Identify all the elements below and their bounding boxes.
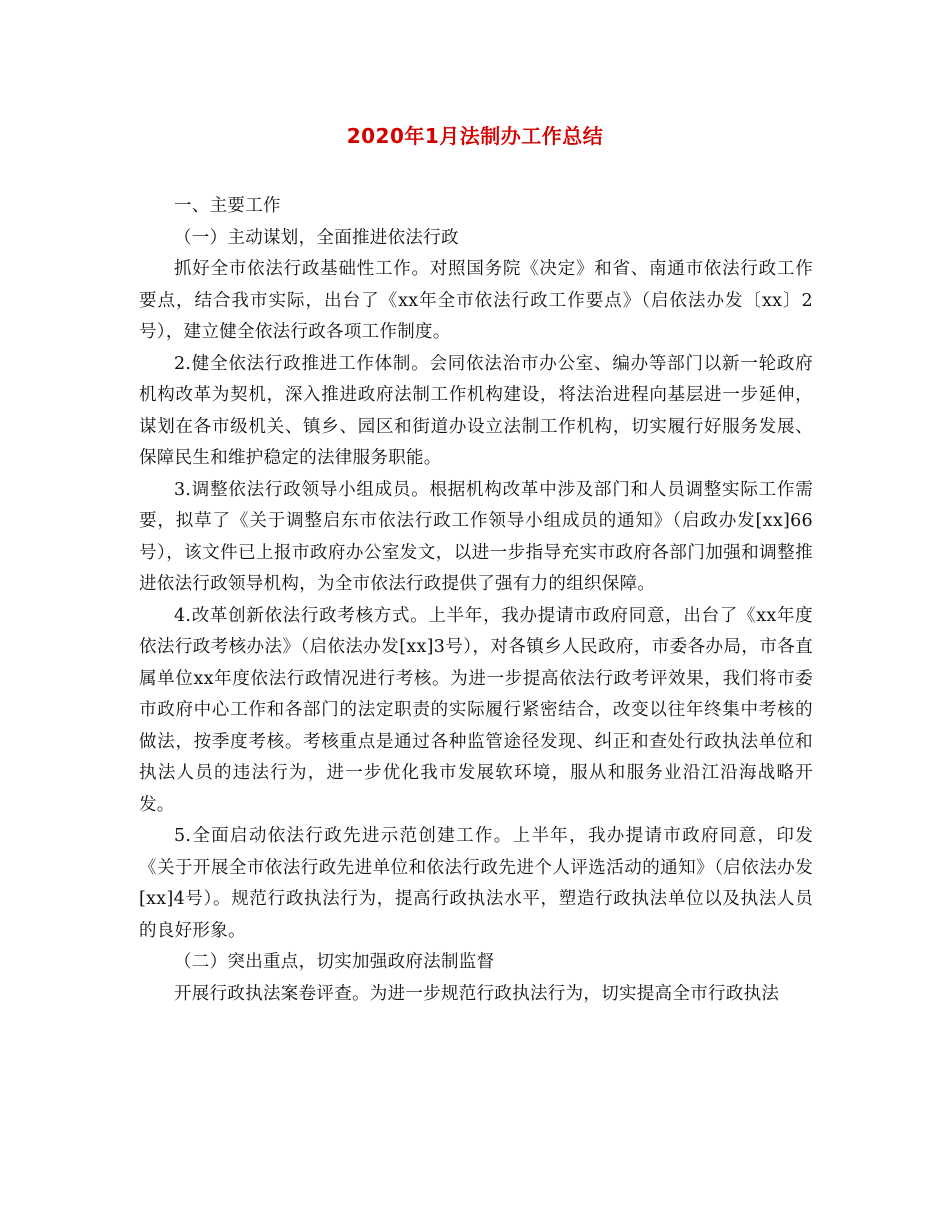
document-title: 2020年1月法制办工作总结: [346, 124, 604, 148]
document-body: [139, 191, 813, 1010]
paragraph-6: 开展行政执法案卷评查。为进一步规范行政执法行为，切实提高全市行政执法: [174, 983, 780, 1004]
section-heading-main-work: 一、主要工作: [174, 196, 281, 216]
paragraph-1: 抓好全市依法行政基础性工作。对照国务院《决定》和省、南通市依法行政工作要点，结合我市实际，出台了《xx年全市依法行政工作要点》（启依法办发〔xx〕2号），建立健全依法行政各项工作制度。: [139, 259, 813, 342]
subsection-heading-1: （一）主动谋划，全面推进依法行政: [174, 227, 459, 248]
paragraph-2: 2.健全依法行政推进工作体制。会同依法治市办公室、编办等部门以新一轮政府机构改革为契机，深入推进政府法制工作机构建设，将法治进程向基层进一步延伸，谋划在各市级机关、镇乡、园区和街道办设立法制工作机构，切实履行好服务发展、保障民生和维护稳定的法律服务职能。: [139, 353, 813, 468]
subsection-heading-2: （二）突出重点，切实加强政府法制监督: [174, 952, 495, 972]
paragraph-4: 4.改革创新依法行政考核方式。上半年，我办提请市政府同意，出台了《xx年度依法行政考核办法》（启依法办发[xx]3号），对各镇乡人民政府，市委各办局，市各直属单位xx年度依法行政情况进行考核。为进一步提高依法行政考评效果，我们将市委市政府中心工作和各部门的法定职责的实际履行紧密结合，改变以往年终集中考核的做法，按季度考核。考核重点是通过各种监管途径发现、纠正和查处行政执法单位和执法人员的违法行为，进一步优化我市发展软环境，服从和服务业沿江沿海战略开发。: [139, 605, 813, 815]
paragraph-5: 5.全面启动依法行政先进示范创建工作。上半年，我办提请市政府同意，印发《关于开展全市依法行政先进单位和依法行政先进个人评选活动的通知》（启依法办发[xx]4号）。规范行政执法行为，提高行政执法水平，塑造行政执法单位以及执法人员的良好形象。: [139, 826, 813, 941]
paragraph-3: 3.调整依法行政领导小组成员。根据机构改革中涉及部门和人员调整实际工作需要，拟草了《关于调整启东市依法行政工作领导小组成员的通知》（启政办发[xx]66号），该文件已上报市政府办公室发文，以进一步指导充实市政府各部门加强和调整推进依法行政领导机构，为全市依法行政提供了强有力的组织保障。: [139, 479, 813, 594]
